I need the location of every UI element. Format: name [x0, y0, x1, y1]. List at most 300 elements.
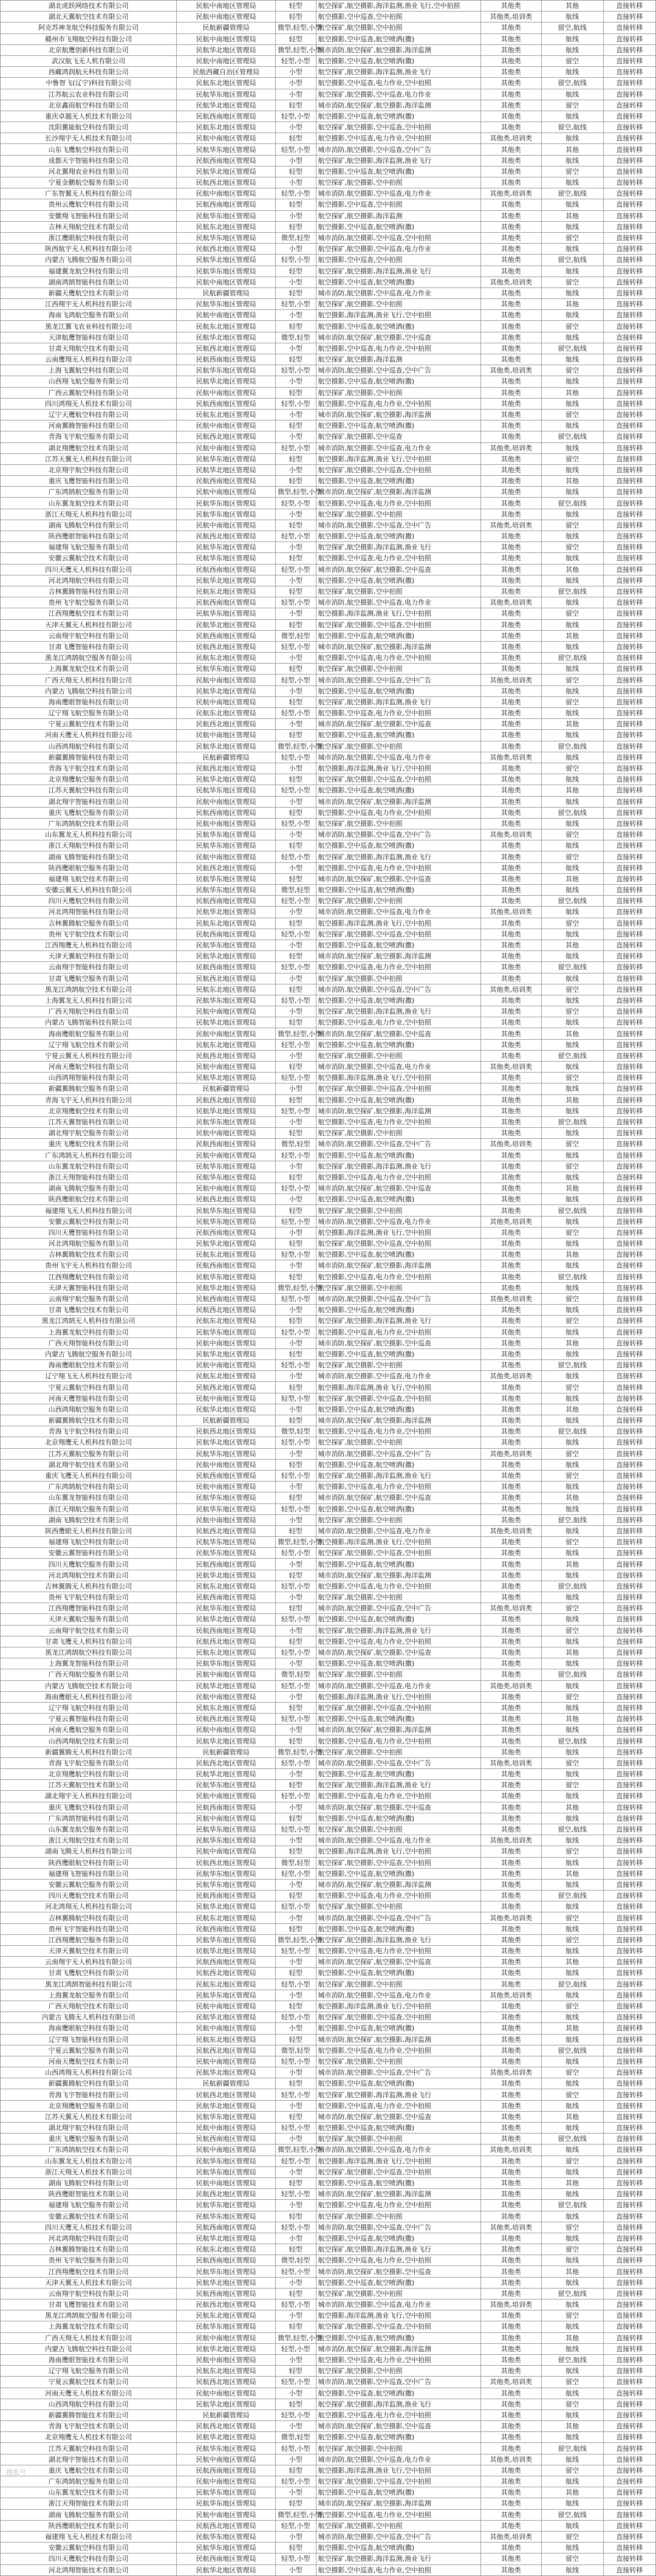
- aircraft-class-cell: 小型: [276, 796, 316, 807]
- business-scope-cell: 航空摄影,空中巡查,航空喷洒(撒): [316, 166, 480, 177]
- transfer-cell: 直接转移: [603, 1503, 655, 1514]
- table-row: [1, 1271, 656, 1282]
- transfer-cell: 直接转移: [603, 2155, 655, 2166]
- table-row: [1, 1006, 656, 1017]
- authority-cell: 民航华东地区管理局: [177, 1990, 276, 2001]
- table-row: [1, 939, 656, 950]
- category-cell: 其他类: [480, 2288, 541, 2299]
- authority-cell: 民航东北地区管理局: [177, 409, 276, 420]
- business-scope-cell: 城市消防,航空探矿,航空摄影,空中巡查: [316, 719, 480, 730]
- authority-cell: 民航华东地区管理局: [177, 509, 276, 520]
- table-row: [1, 1216, 656, 1227]
- company-name-cell: 江苏天翼航空技术有限公司: [1, 1780, 177, 1791]
- transfer-cell: 直接转移: [603, 421, 655, 431]
- authority-cell: 民航中南地区管理局: [177, 1514, 276, 1525]
- transfer-cell: 直接转移: [603, 2177, 655, 2188]
- aircraft-class-cell: 小型: [276, 1802, 316, 1813]
- company-name-cell: 贵州飞宇航空服务有限公司: [1, 597, 177, 608]
- table-row: [1, 1150, 656, 1161]
- aircraft-class-cell: 小型: [276, 2067, 316, 2078]
- category-cell: 其他类,培训类: [480, 1680, 541, 1691]
- aircraft-class-cell: 轻型,小型: [276, 1868, 316, 1879]
- flight-type-cell: 航线: [541, 111, 603, 122]
- aircraft-class-cell: 轻型,小型: [276, 2012, 316, 2023]
- flight-type-cell: 航线: [541, 199, 603, 210]
- company-name-cell: 内蒙古飞腾无人机科技有限公司: [1, 2012, 177, 2023]
- aircraft-class-cell: 轻型,小型: [276, 2554, 316, 2564]
- transfer-cell: 直接转移: [603, 144, 655, 155]
- aircraft-class-cell: 小型: [276, 829, 316, 840]
- transfer-cell: 直接转移: [603, 1216, 655, 1227]
- table-row: [1, 2399, 656, 2409]
- category-cell: 其他类: [480, 1725, 541, 1736]
- table-row: [1, 1636, 656, 1647]
- company-name-cell: 重庆飞鹰航空技术有限公司: [1, 1139, 177, 1150]
- flight-type-cell: 其他: [541, 873, 603, 884]
- aircraft-class-cell: 轻型: [276, 586, 316, 597]
- transfer-cell: 直接转移: [603, 1636, 655, 1647]
- category-cell: 其他类: [480, 476, 541, 487]
- company-name-cell: 内蒙古飞腾智能科技有限公司: [1, 1017, 177, 1028]
- business-scope-cell: 城市消防,航空摄影,空中巡查,电力作业: [316, 1525, 480, 1536]
- aircraft-class-cell: 轻型,小型: [276, 752, 316, 763]
- table-row: [1, 2111, 656, 2122]
- business-scope-cell: 城市消防,航空摄影,空中巡查,电力作业: [316, 907, 480, 918]
- business-scope-cell: 航空摄影,空中巡查,航空喷洒(撒): [316, 2123, 480, 2134]
- table-row: [1, 376, 656, 387]
- flight-type-cell: 航线: [541, 177, 603, 188]
- aircraft-class-cell: 轻型,小型: [276, 1470, 316, 1481]
- transfer-cell: 直接转移: [603, 2023, 655, 2034]
- business-scope-cell: 航空摄影,海洋监测,渔业飞行,空中拍照: [316, 2465, 480, 2476]
- flight-type-cell: 留空,航线: [541, 1979, 603, 1990]
- flight-type-cell: 其他: [541, 1868, 603, 1879]
- table-row: [1, 1437, 656, 1448]
- aircraft-class-cell: 轻型: [276, 1603, 316, 1614]
- authority-cell: 民航华东地区管理局: [177, 2498, 276, 2509]
- category-cell: 其他类: [480, 653, 541, 664]
- flight-type-cell: 留空: [541, 1780, 603, 1791]
- category-cell: 其他类: [480, 332, 541, 343]
- aircraft-class-cell: 小型: [276, 276, 316, 287]
- authority-cell: 民航西南地区管理局: [177, 2255, 276, 2266]
- aircraft-class-cell: 轻型,小型: [276, 896, 316, 907]
- flight-type-cell: 航线: [541, 155, 603, 166]
- company-name-cell: 陕西鹰眼航空服务有限公司: [1, 862, 177, 873]
- authority-cell: 民航西北地区管理局: [177, 2045, 276, 2056]
- company-name-cell: 湖北翔宇航空技术有限公司: [1, 1459, 177, 1470]
- business-scope-cell: 航空探矿,航空摄影,海洋监测,渔业飞行: [316, 1625, 480, 1636]
- authority-cell: 民航华北地区管理局: [177, 1769, 276, 1780]
- authority-cell: 民航华北地区管理局: [177, 1437, 276, 1448]
- aircraft-class-cell: 轻型: [276, 321, 316, 332]
- transfer-cell: 直接转移: [603, 608, 655, 619]
- business-scope-cell: 城市消防,航空探矿,航空摄影,海洋监测: [316, 796, 480, 807]
- authority-cell: 民航东北地区管理局: [177, 1581, 276, 1592]
- flight-type-cell: 留空: [541, 542, 603, 553]
- authority-cell: 民航中南地区管理局: [177, 188, 276, 199]
- table-row: [1, 1979, 656, 1990]
- aircraft-class-cell: 微型,轻型: [276, 2255, 316, 2266]
- category-cell: 其他类: [480, 851, 541, 862]
- company-name-cell: 山西鸿翔航空科技有限公司: [1, 2399, 177, 2409]
- transfer-cell: 直接转移: [603, 907, 655, 918]
- table-row: [1, 1835, 656, 1846]
- table-row: [1, 2421, 656, 2432]
- company-name-cell: 甘肃天翔航空技术有限公司: [1, 343, 177, 354]
- flight-type-cell: 航线: [541, 89, 603, 100]
- flight-type-cell: 航线: [541, 376, 603, 387]
- authority-cell: 民航东北地区管理局: [177, 1371, 276, 1382]
- company-name-cell: 陕西航宇无人机科技有限公司: [1, 244, 177, 255]
- category-cell: 其他类: [480, 1514, 541, 1525]
- authority-cell: 民航华北地区管理局: [177, 685, 276, 696]
- authority-cell: 民航中南地区管理局: [177, 133, 276, 144]
- company-name-cell: 四川鸿翔无人机技术有限公司: [1, 398, 177, 409]
- flight-type-cell: 航线: [541, 1282, 603, 1293]
- category-cell: 其他类: [480, 44, 541, 55]
- aircraft-class-cell: 小型: [276, 575, 316, 586]
- table-row: [1, 907, 656, 918]
- business-scope-cell: 城市消防,航空摄影,空中巡查,空中广告: [316, 2067, 480, 2078]
- flight-type-cell: 留空,航线: [541, 78, 603, 89]
- transfer-cell: 直接转移: [603, 896, 655, 907]
- table-row: [1, 1426, 656, 1437]
- aircraft-class-cell: 轻型: [276, 1382, 316, 1393]
- authority-cell: 民航中南地区管理局: [177, 1006, 276, 1017]
- authority-cell: 民航华东地区管理局: [177, 1879, 276, 1890]
- company-name-cell: 陕西鹰眼智能技术有限公司: [1, 2189, 177, 2200]
- transfer-cell: 直接转移: [603, 1691, 655, 1702]
- company-name-cell: 青海飞宇智能科技有限公司: [1, 2089, 177, 2100]
- company-name-cell: 吉林翼腾航空服务有限公司: [1, 918, 177, 929]
- flight-type-cell: 航线: [541, 2520, 603, 2531]
- authority-cell: 民航华北地区管理局: [177, 774, 276, 785]
- transfer-cell: 直接转移: [603, 1039, 655, 1050]
- aircraft-class-cell: 小型: [276, 2100, 316, 2111]
- table-row: [1, 122, 656, 133]
- authority-cell: 民航中南地区管理局: [177, 1150, 276, 1161]
- transfer-cell: 直接转移: [603, 55, 655, 66]
- transfer-cell: 直接转移: [603, 586, 655, 597]
- transfer-cell: 直接转移: [603, 343, 655, 354]
- table-row: [1, 2531, 656, 2542]
- table-row: [1, 2443, 656, 2454]
- flight-type-cell: 航线: [541, 133, 603, 144]
- table-row: [1, 2134, 656, 2145]
- table-row: [1, 287, 656, 298]
- company-name-cell: 山东翼龙航空技术有限公司: [1, 2487, 177, 2498]
- aircraft-class-cell: 轻型: [276, 664, 316, 675]
- authority-cell: 民航中南地区管理局: [177, 730, 276, 741]
- table-row: [1, 1128, 656, 1139]
- category-cell: 其他类,培训类: [480, 2377, 541, 2388]
- flight-type-cell: 留空,航线: [541, 2443, 603, 2454]
- business-scope-cell: 航空摄影,空中巡查,航空喷洒(撒): [316, 1868, 480, 1879]
- transfer-cell: 直接转移: [603, 2266, 655, 2277]
- company-name-cell: 浙江天翔智能科技有限公司: [1, 1172, 177, 1183]
- business-scope-cell: 航空摄影,空中巡查,电力作业,空中拍照: [316, 2409, 480, 2420]
- category-cell: 其他类: [480, 498, 541, 509]
- company-name-cell: 甘肃飞鹰智能科技有限公司: [1, 641, 177, 652]
- table-row: [1, 2476, 656, 2487]
- authority-cell: 民航中南地区管理局: [177, 1338, 276, 1348]
- flight-type-cell: 其他: [541, 2332, 603, 2343]
- company-name-cell: 云南翔宇航空服务有限公司: [1, 1293, 177, 1304]
- flight-type-cell: 留空: [541, 1227, 603, 1238]
- authority-cell: 民航中南地区管理局: [177, 2123, 276, 2134]
- aircraft-class-cell: 轻型: [276, 951, 316, 962]
- transfer-cell: 直接转移: [603, 1581, 655, 1592]
- table-row: [1, 542, 656, 553]
- flight-type-cell: 航线: [541, 1901, 603, 1912]
- category-cell: 其他类: [480, 1581, 541, 1592]
- category-cell: 其他类: [480, 1094, 541, 1105]
- business-scope-cell: 航空摄影,空中巡查,航空喷洒(撒): [316, 1923, 480, 1934]
- aircraft-class-cell: 微型,轻型: [276, 1139, 316, 1150]
- company-name-cell: 天津天翼智能科技有限公司: [1, 1282, 177, 1293]
- flight-type-cell: 航线: [541, 1482, 603, 1492]
- flight-type-cell: 留空: [541, 675, 603, 685]
- aircraft-class-cell: 微型,轻型: [276, 1669, 316, 1680]
- flight-type-cell: 航线: [541, 2300, 603, 2310]
- authority-cell: 民航华北地区管理局: [177, 2067, 276, 2078]
- category-cell: 其他类,培训类: [480, 1216, 541, 1227]
- aircraft-class-cell: 轻型: [276, 266, 316, 276]
- aircraft-class-cell: 轻型,小型: [276, 708, 316, 719]
- category-cell: 其他类: [480, 2123, 541, 2134]
- flight-type-cell: 留空: [541, 918, 603, 929]
- company-name-cell: 内蒙古飞腾航空服务有限公司: [1, 1348, 177, 1359]
- business-scope-cell: 航空摄影,空中巡查,航空喷洒(撒): [316, 1039, 480, 1050]
- aircraft-class-cell: 轻型,小型: [276, 641, 316, 652]
- category-cell: 其他类: [480, 608, 541, 619]
- aircraft-class-cell: 轻型: [276, 2288, 316, 2299]
- business-scope-cell: 航空摄影,空中巡查,航空喷洒(撒): [316, 1658, 480, 1669]
- flight-type-cell: 航线: [541, 244, 603, 255]
- table-row: [1, 951, 656, 962]
- flight-type-cell: 其他: [541, 1, 603, 12]
- transfer-cell: 直接转移: [603, 332, 655, 343]
- category-cell: 其他类: [480, 2155, 541, 2166]
- aircraft-class-cell: 轻型: [276, 199, 316, 210]
- flight-type-cell: 航线: [541, 398, 603, 409]
- aircraft-class-cell: 小型: [276, 310, 316, 321]
- transfer-cell: 直接转移: [603, 1592, 655, 1603]
- aircraft-class-cell: 小型: [276, 155, 316, 166]
- table-row: [1, 730, 656, 741]
- table-row: [1, 741, 656, 752]
- table-row: [1, 464, 656, 475]
- aircraft-class-cell: 轻型,小型: [276, 111, 316, 122]
- authority-cell: 民航华北地区管理局: [177, 741, 276, 752]
- table-row: [1, 2023, 656, 2034]
- transfer-cell: 直接转移: [603, 708, 655, 719]
- business-scope-cell: 航空摄影,空中巡查,电力作业,空中拍照: [316, 1946, 480, 1957]
- business-scope-cell: 航空摄影,空中巡查,航空喷洒(撒): [316, 2233, 480, 2244]
- flight-type-cell: 留空,航线: [541, 2134, 603, 2145]
- authority-cell: 民航西北地区管理局: [177, 2377, 276, 2388]
- flight-type-cell: 航线: [541, 818, 603, 829]
- company-name-cell: 武汉航飞无人机有限公司: [1, 55, 177, 66]
- company-name-cell: 内蒙古飞腾航空科技有限公司: [1, 685, 177, 696]
- transfer-cell: 直接转移: [603, 100, 655, 111]
- company-name-cell: 河南天鹰无人机科技有限公司: [1, 730, 177, 741]
- flight-type-cell: 留空: [541, 1934, 603, 1945]
- business-scope-cell: 城市消防,航空探矿,航空摄影,海洋监测: [316, 1725, 480, 1736]
- table-row: [1, 807, 656, 818]
- business-scope-cell: 航空探矿,航空摄影,空中巡查,空中拍照: [316, 2476, 480, 2487]
- business-scope-cell: 航空摄影,空中巡查,电力作业,空中拍照: [316, 1172, 480, 1183]
- flight-type-cell: 留空: [541, 232, 603, 243]
- aircraft-class-cell: 小型: [276, 1084, 316, 1094]
- transfer-cell: 直接转移: [603, 2123, 655, 2134]
- transfer-cell: 直接转移: [603, 1073, 655, 1084]
- table-row: [1, 619, 656, 630]
- category-cell: 其他类,培训类: [480, 752, 541, 763]
- authority-cell: 民航华东地区管理局: [177, 266, 276, 276]
- flight-type-cell: 航线: [541, 1393, 603, 1404]
- flight-type-cell: 留空,航线: [541, 2288, 603, 2299]
- table-row: [1, 1625, 656, 1636]
- category-cell: 其他类: [480, 2388, 541, 2399]
- table-row: [1, 398, 656, 409]
- category-cell: 其他类,培训类: [480, 1990, 541, 2001]
- business-scope-cell: 航空探矿,航空摄影,海洋监测,渔业飞行,空中拍照: [316, 1, 480, 12]
- authority-cell: 民航中南地区管理局: [177, 1813, 276, 1824]
- flight-type-cell: 留空: [541, 1691, 603, 1702]
- flight-type-cell: 留空: [541, 321, 603, 332]
- company-name-cell: 广西天翔无人机科技有限公司: [1, 675, 177, 685]
- aircraft-class-cell: 小型: [276, 1116, 316, 1127]
- aircraft-class-cell: 小型: [276, 431, 316, 442]
- business-scope-cell: 航空摄影,空中巡查,航空喷洒(撒): [316, 2023, 480, 2034]
- transfer-cell: 直接转移: [603, 1017, 655, 1028]
- table-row: [1, 1946, 656, 1957]
- authority-cell: 民航西北地区管理局: [177, 1194, 276, 1205]
- authority-cell: 民航西南地区管理局: [177, 1260, 276, 1271]
- transfer-cell: 直接转移: [603, 2432, 655, 2443]
- transfer-cell: 直接转移: [603, 1459, 655, 1470]
- table-row: [1, 696, 656, 707]
- category-cell: 其他类: [480, 1338, 541, 1348]
- category-cell: 其他类: [480, 796, 541, 807]
- business-scope-cell: 城市消防,航空摄影,空中巡查,空中广告: [316, 1757, 480, 1768]
- company-name-cell: 江苏天翼航空科技有限公司: [1, 2443, 177, 2454]
- aircraft-class-cell: 小型: [276, 409, 316, 420]
- table-row: [1, 2012, 656, 2023]
- table-row: [1, 1062, 656, 1073]
- authority-cell: 民航华北地区管理局: [177, 2100, 276, 2111]
- transfer-cell: 直接转移: [603, 2454, 655, 2465]
- category-cell: 其他类,培训类: [480, 2300, 541, 2310]
- company-name-cell: 河南天鹰无人机技术有限公司: [1, 2388, 177, 2399]
- company-name-cell: 山东翼龙航空科技有限公司: [1, 1161, 177, 1172]
- aircraft-class-cell: 微型,轻型: [276, 1426, 316, 1437]
- transfer-cell: 直接转移: [603, 255, 655, 266]
- transfer-cell: 直接转移: [603, 2034, 655, 2045]
- aircraft-class-cell: 轻型: [276, 619, 316, 630]
- flight-type-cell: 留空,航线: [541, 188, 603, 199]
- aircraft-class-cell: 微型,轻型,小型: [276, 487, 316, 498]
- flight-type-cell: 航线: [541, 1128, 603, 1139]
- table-row: [1, 111, 656, 122]
- transfer-cell: 直接转移: [603, 1802, 655, 1813]
- flight-type-cell: 航线: [541, 2321, 603, 2332]
- aircraft-class-cell: 轻型: [276, 873, 316, 884]
- business-scope-cell: 航空摄影,空中巡查,航空喷洒(撒): [316, 1714, 480, 1725]
- flight-type-cell: 留空: [541, 1757, 603, 1768]
- flight-type-cell: 航线: [541, 354, 603, 365]
- category-cell: 其他类: [480, 1957, 541, 1968]
- category-cell: 其他类: [480, 1747, 541, 1757]
- category-cell: 其他类: [480, 696, 541, 707]
- table-row: [1, 67, 656, 78]
- category-cell: 其他类: [480, 1592, 541, 1603]
- aircraft-class-cell: 轻型: [276, 133, 316, 144]
- aircraft-class-cell: 小型: [276, 1625, 316, 1636]
- aircraft-class-cell: 微型,轻型: [276, 1857, 316, 1868]
- company-name-cell: 江西翔鹰航空科技有限公司: [1, 1271, 177, 1282]
- transfer-cell: 直接转移: [603, 44, 655, 55]
- company-name-cell: 宁夏云翼航空技术有限公司: [1, 2377, 177, 2388]
- company-name-cell: 四川天鹰无人机科技有限公司: [1, 564, 177, 575]
- flight-type-cell: 留空,航线: [541, 1050, 603, 1061]
- transfer-cell: 直接转移: [603, 785, 655, 796]
- transfer-cell: 直接转移: [603, 1725, 655, 1736]
- transfer-cell: 直接转移: [603, 1094, 655, 1105]
- table-row: [1, 100, 656, 111]
- table-row: [1, 2465, 656, 2476]
- authority-cell: 民航东北地区管理局: [177, 78, 276, 89]
- flight-type-cell: 其他: [541, 1404, 603, 1415]
- flight-type-cell: 航线: [541, 2233, 603, 2244]
- authority-cell: 民航西南地区管理局: [177, 1293, 276, 1304]
- aircraft-class-cell: 轻型: [276, 1570, 316, 1581]
- transfer-cell: 直接转移: [603, 520, 655, 531]
- category-cell: 其他类: [480, 1482, 541, 1492]
- business-scope-cell: 城市消防,航空摄影,空中巡查,空中广告: [316, 1293, 480, 1304]
- category-cell: 其他类: [480, 431, 541, 442]
- flight-type-cell: 航线: [541, 1216, 603, 1227]
- transfer-cell: 直接转移: [603, 2520, 655, 2531]
- aircraft-class-cell: 小型: [276, 2487, 316, 2498]
- transfer-cell: 直接转移: [603, 1426, 655, 1437]
- flight-type-cell: 其他: [541, 210, 603, 221]
- flight-type-cell: 留空: [541, 984, 603, 995]
- table-row: [1, 22, 656, 33]
- category-cell: 其他类: [480, 1846, 541, 1857]
- table-row: [1, 2266, 656, 2277]
- company-name-cell: 赣州市飞翔航空科技有限公司: [1, 33, 177, 44]
- table-row: [1, 1073, 656, 1084]
- flight-type-cell: 航线: [541, 664, 603, 675]
- authority-cell: 民航华东地区管理局: [177, 144, 276, 155]
- aircraft-class-cell: 轻型,小型: [276, 1757, 316, 1768]
- category-cell: 其他类: [480, 1492, 541, 1503]
- table-row: [1, 1348, 656, 1359]
- transfer-cell: 直接转移: [603, 641, 655, 652]
- aircraft-class-cell: 轻型,小型: [276, 2300, 316, 2310]
- category-cell: 其他类: [480, 1470, 541, 1481]
- table-row: [1, 2332, 656, 2343]
- category-cell: 其他类: [480, 873, 541, 884]
- flight-type-cell: 留空,航线: [541, 1581, 603, 1592]
- category-cell: 其他类: [480, 221, 541, 232]
- aircraft-class-cell: 轻型: [276, 1891, 316, 1901]
- table-row: [1, 299, 656, 310]
- flight-type-cell: 留空: [541, 2001, 603, 2011]
